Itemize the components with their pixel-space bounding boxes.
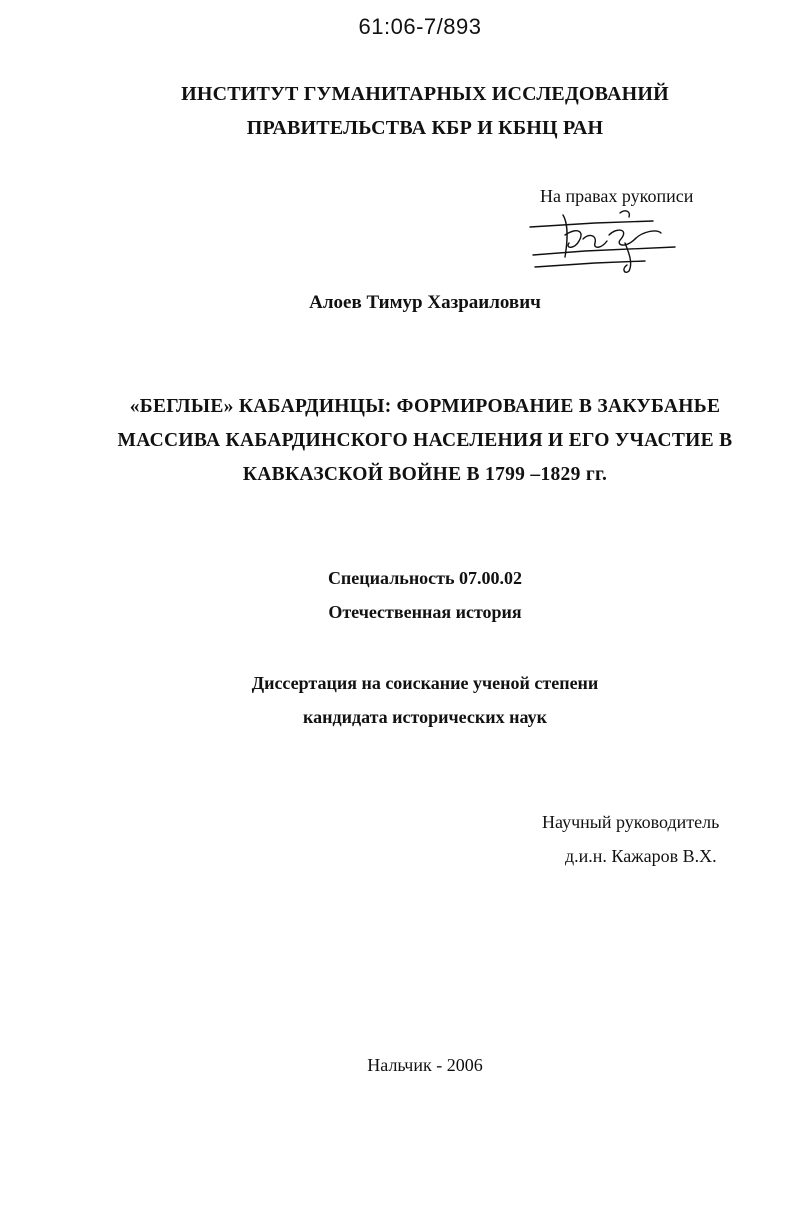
supervisor-role: Научный руководитель xyxy=(542,812,720,832)
place-year: Нальчик - 2006 xyxy=(367,1055,483,1075)
dissertation-line-1: Диссертация на соискание ученой степени xyxy=(251,673,599,693)
archive-code: 61:06-7/893 xyxy=(358,14,482,39)
supervisor-name: д.и.н. Кажаров В.Х. xyxy=(565,846,717,866)
specialty-name: Отечественная история xyxy=(328,602,522,622)
manuscript-rights-note: На правах рукописи xyxy=(540,186,694,206)
title-line-1: «БЕГЛЫЕ» КАБАРДИНЦЫ: ФОРМИРОВАНИЕ В ЗАКУБАНЬЕ xyxy=(129,396,721,417)
title-line-2: МАССИВА КАБАРДИНСКОГО НАСЕЛЕНИЯ И ЕГО УЧАСТИЕ В xyxy=(117,430,733,451)
signature-icon xyxy=(525,205,685,280)
institution-line-1: ИНСТИТУТ ГУМАНИТАРНЫХ ИССЛЕДОВАНИЙ xyxy=(181,83,669,105)
title-line-3: КАВКАЗСКОЙ ВОЙНЕ В 1799 –1829 гг. xyxy=(242,464,608,485)
dissertation-line-2: кандидата исторических наук xyxy=(303,707,547,727)
specialty-code: Специальность 07.00.02 xyxy=(327,568,523,588)
institution-line-2: ПРАВИТЕЛЬСТВА КБР И КБНЦ РАН xyxy=(246,117,604,139)
author-name: Алоев Тимур Хазраилович xyxy=(309,292,541,313)
